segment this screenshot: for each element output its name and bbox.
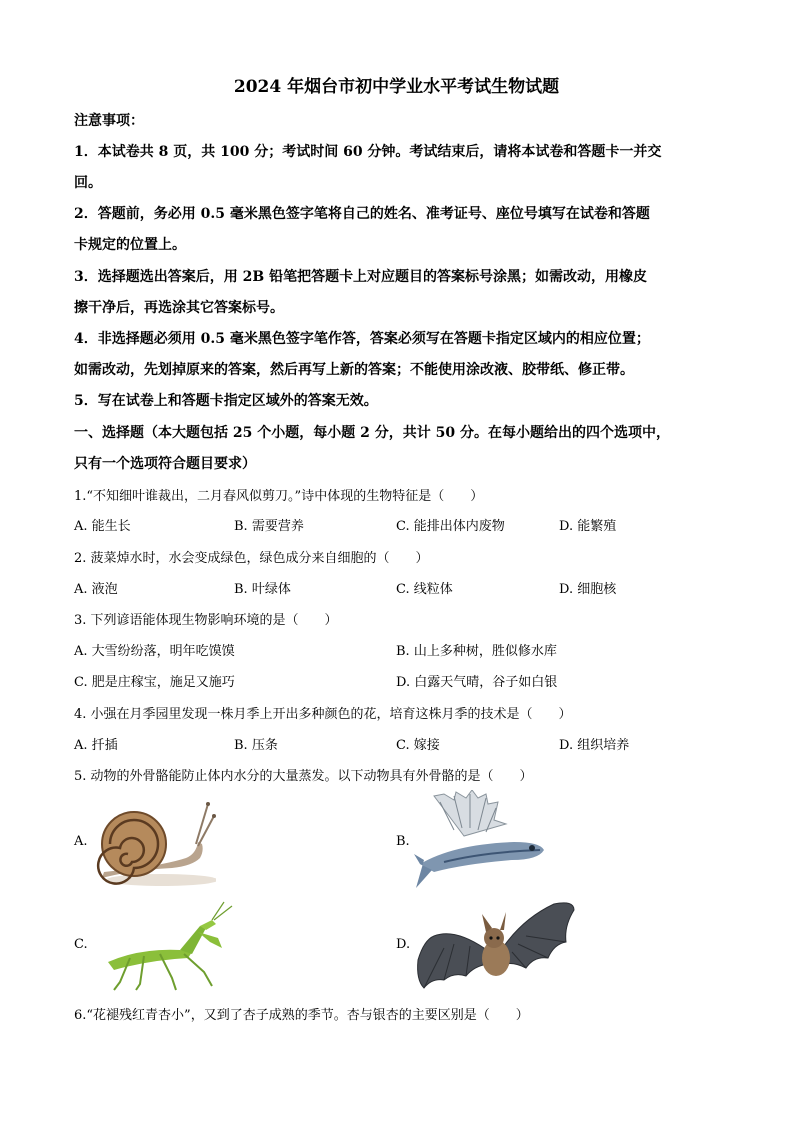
option-d[interactable]: D. 细胞核 bbox=[559, 582, 617, 597]
flying-fish-image bbox=[414, 790, 546, 894]
page-title: 2024 年烟台市初中学业水平考试生物试题 bbox=[233, 77, 560, 97]
option-c[interactable]: C. 线粒体 bbox=[396, 582, 453, 597]
option-b[interactable]: B. 山上多种树，胜似修水库 bbox=[396, 644, 557, 659]
option-d[interactable]: D. bbox=[396, 937, 411, 952]
notice-line: 擦干净后，再选涂其它答案标号。 bbox=[74, 300, 284, 316]
option-b[interactable]: B. bbox=[396, 834, 410, 849]
notice-line: 如需改动，先划掉原来的答案，然后再写上新的答案；不能使用涂改液、胶带纸、修正带。 bbox=[74, 362, 634, 378]
notice-line: 回。 bbox=[74, 175, 102, 191]
option-d[interactable]: D. 白露天气晴，谷子如白银 bbox=[396, 675, 558, 690]
question-stem: 5. 动物的外骨骼能防止体内水分的大量蒸发。以下动物具有外骨骼的是（ ） bbox=[74, 769, 533, 784]
option-c[interactable]: C. 嫁接 bbox=[396, 738, 440, 753]
option-c[interactable]: C. 肥是庄稼宝，施足又施巧 bbox=[74, 675, 235, 690]
bat-image bbox=[414, 898, 576, 994]
notice-heading: 注意事项： bbox=[74, 113, 144, 129]
option-b[interactable]: B. 压条 bbox=[234, 738, 278, 753]
option-a[interactable]: A. 扦插 bbox=[74, 738, 118, 753]
question-stem: 2. 菠菜焯水时，水会变成绿色，绿色成分来自细胞的（ ） bbox=[74, 551, 429, 566]
option-b[interactable]: B. 叶绿体 bbox=[234, 582, 291, 597]
option-d[interactable]: D. 能繁殖 bbox=[559, 519, 617, 534]
mantis-image bbox=[100, 898, 240, 992]
option-c[interactable]: C. bbox=[74, 937, 88, 952]
notice-line: 1．本试卷共 8 页，共 100 分；考试时间 60 分钟。考试结束后，请将本试卷和答题卡一并交 bbox=[74, 144, 662, 160]
snail-image bbox=[92, 796, 216, 890]
question-stem: 1.“不知细叶谁裁出，二月春风似剪刀。”诗中体现的生物特征是（ ） bbox=[74, 489, 484, 504]
notice-line: 2．答题前，务必用 0.5 毫米黑色签字笔将自己的姓名、准考证号、座位号填写在试卷和答题 bbox=[74, 206, 650, 222]
question-stem: 3. 下列谚语能体现生物影响环境的是（ ） bbox=[74, 613, 338, 628]
option-b[interactable]: B. 需要营养 bbox=[234, 519, 304, 534]
option-a[interactable]: A. bbox=[74, 834, 88, 849]
question-stem: 4. 小强在月季园里发现一株月季上开出多种颜色的花，培育这株月季的技术是（ ） bbox=[74, 707, 572, 722]
section-heading: 一、选择题（本大题包括 25 个小题，每小题 2 分，共计 50 分。在每小题给出的四个选项中， bbox=[74, 425, 670, 441]
section-heading: 只有一个选项符合题目要求） bbox=[74, 456, 256, 472]
notice-line: 4．非选择题必须用 0.5 毫米黑色签字笔作答，答案必须写在答题卡指定区域内的相应位置； bbox=[74, 331, 650, 347]
question-stem: 6.“花褪残红青杏小”，又到了杏子成熟的季节。杏与银杏的主要区别是（ ） bbox=[74, 1008, 529, 1023]
option-c[interactable]: C. 能排出体内废物 bbox=[396, 519, 505, 534]
option-d[interactable]: D. 组织培养 bbox=[559, 738, 630, 753]
notice-line: 卡规定的位置上。 bbox=[74, 237, 186, 253]
option-a[interactable]: A. 大雪纷纷落，明年吃馍馍 bbox=[74, 644, 235, 659]
option-a[interactable]: A. 液泡 bbox=[74, 582, 118, 597]
notice-line: 5．写在试卷上和答题卡指定区域外的答案无效。 bbox=[74, 393, 378, 409]
notice-line: 3．选择题选出答案后，用 2B 铅笔把答题卡上对应题目的答案标号涂黑；如需改动，用橡皮 bbox=[74, 269, 648, 285]
option-a[interactable]: A. 能生长 bbox=[74, 519, 131, 534]
